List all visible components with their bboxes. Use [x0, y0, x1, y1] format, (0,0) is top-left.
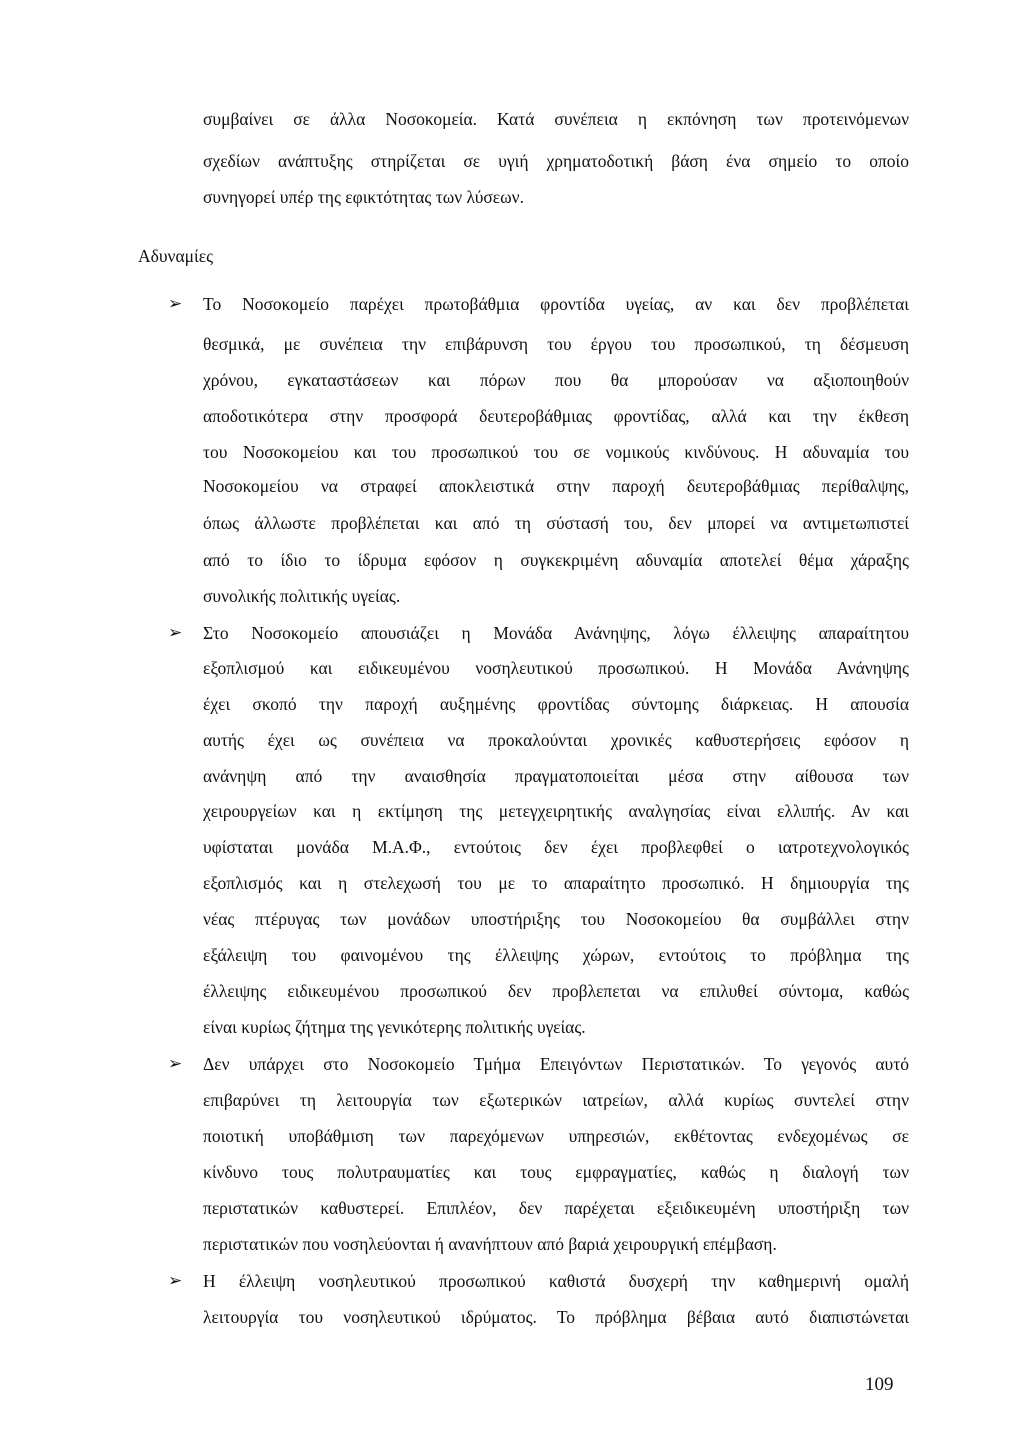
bullet-2-line: εξοπλισμός και η στελεχωσή του με το απαραίτητο προσωπικό. Η δημιουργία της: [203, 873, 909, 893]
bullet-2-line: υφίσταται μονάδα Μ.Α.Φ., εντούτοις δεν έχει προβλεφθεί ο ιατροτεχνολογικός: [203, 837, 909, 857]
bullet-1-line: συνολικής πολιτικής υγείας.: [203, 586, 401, 606]
bullet-2-line: νέας πτέρυγας των μονάδων υποστήριξης του Νοσοκομείου θα συμβάλλει στην: [203, 909, 909, 929]
page-number: 109: [865, 1374, 894, 1395]
intro-line: συμβαίνει σε άλλα Νοσοκομεία. Κατά συνέπεια η εκπόνηση των προτεινόμενων: [203, 109, 909, 129]
intro-line: σχεδίων ανάπτυξης στηρίζεται σε υγιή χρηματοδοτική βάση ένα σημείο το οποίο: [203, 151, 909, 171]
bullet-1-line: Το Νοσοκομείο παρέχει πρωτοβάθμια φροντίδα υγείας, αν και δεν προβλέπεται: [203, 294, 909, 314]
intro-line: συνηγορεί υπέρ της εφικτότητας των λύσεων.: [203, 187, 524, 207]
bullet-4-line: λειτουργία του νοσηλευτικού ιδρύματος. Το πρόβλημα βέβαια αυτό διαπιστώνεται: [203, 1307, 909, 1327]
bullet-arrow-icon: ➢: [168, 623, 183, 643]
bullet-3-line: ποιοτική υποβάθμιση των παρεχόμενων υπηρεσιών, εκθέτοντας ενδεχομένως σε: [203, 1126, 909, 1146]
bullet-2-line: εξοπλισμού και ειδικευμένου νοσηλευτικού προσωπικού. Η Μονάδα Ανάνηψης: [203, 658, 909, 678]
bullet-2-line: χειρουργείων και η εκτίμηση της μετεγχειρητικής αναλγησίας είναι ελλιπής. Αν και: [203, 801, 909, 821]
bullet-1-line: όπως άλλωστε προβλέπεται και από τη σύστασή του, δεν μπορεί να αντιμετωπιστεί: [203, 513, 909, 533]
section-heading: Αδυναμίες: [138, 246, 213, 266]
bullet-1-line: του Νοσοκομείου και του προσωπικού του σε νομικούς κινδύνους. Η αδυναμία του: [203, 442, 909, 462]
bullet-2-line: εξάλειψη του φαινομένου της έλλειψης χώρων, εντούτοις το πρόβλημα της: [203, 945, 909, 965]
bullet-arrow-icon: ➢: [168, 1271, 183, 1291]
bullet-2-line: έλλειψης ειδικευμένου προσωπικού δεν προβλεπεται να επιλυθεί σύντομα, καθώς: [203, 981, 909, 1001]
bullet-1-line: αποδοτικότερα στην προσφορά δευτεροβάθμιας φροντίδας, αλλά και την έκθεση: [203, 406, 909, 426]
bullet-arrow-icon: ➢: [168, 294, 183, 314]
bullet-3-line: κίνδυνο τους πολυτραυματίες και τους εμφραγματίες, καθώς η διαλογή των: [203, 1162, 909, 1182]
bullet-3-line: περιστατικών που νοσηλεύονται ή ανανήπτουν από βαριά χειρουργική επέμβαση.: [203, 1234, 777, 1254]
bullet-2-line: αυτής έχει ως συνέπεια να προκαλούνται χρονικές καθυστερήσεις εφόσον η: [203, 730, 909, 750]
bullet-4-line: Η έλλειψη νοσηλευτικού προσωπικού καθιστά δυσχερή την καθημερινή ομαλή: [203, 1271, 909, 1291]
bullet-2-line: ανάνηψη από την αναισθησία πραγματοποιείται μέσα στην αίθουσα των: [203, 766, 909, 786]
bullet-3-line: Δεν υπάρχει στο Νοσοκομείο Τμήμα Επειγόντων Περιστατικών. Το γεγονός αυτό: [203, 1054, 909, 1074]
bullet-arrow-icon: ➢: [168, 1054, 183, 1074]
bullet-3-line: επιβαρύνει τη λειτουργία των εξωτερικών ιατρείων, αλλά κυρίως συντελεί στην: [203, 1090, 909, 1110]
bullet-1-line: θεσμικά, με συνέπεια την επιβάρυνση του έργου του προσωπικού, τη δέσμευση: [203, 334, 909, 354]
bullet-2-line: είναι κυρίως ζήτημα της γενικότερης πολιτικής υγείας.: [203, 1017, 586, 1037]
bullet-2-line: Στο Νοσοκομείο απουσιάζει η Μονάδα Ανάνηψης, λόγω έλλειψης απαραίτητου: [203, 623, 909, 643]
bullet-1-line: χρόνου, εγκαταστάσεων και πόρων που θα μπορούσαν να αξιοποιηθούν: [203, 370, 909, 390]
bullet-1-line: από το ίδιο το ίδρυμα εφόσον η συγκεκριμένη αδυναμία αποτελεί θέμα χάραξης: [203, 550, 909, 570]
bullet-3-line: περιστατικών καθυστερεί. Επιπλέον, δεν παρέχεται εξειδικευμένη υποστήριξη των: [203, 1198, 909, 1218]
bullet-2-line: έχει σκοπό την παροχή αυξημένης φροντίδας σύντομης διάρκειας. Η απουσία: [203, 694, 909, 714]
bullet-1-line: Νοσοκομείου να στραφεί αποκλειστικά στην παροχή δευτεροβάθμιας περίθαλψης,: [203, 476, 909, 496]
